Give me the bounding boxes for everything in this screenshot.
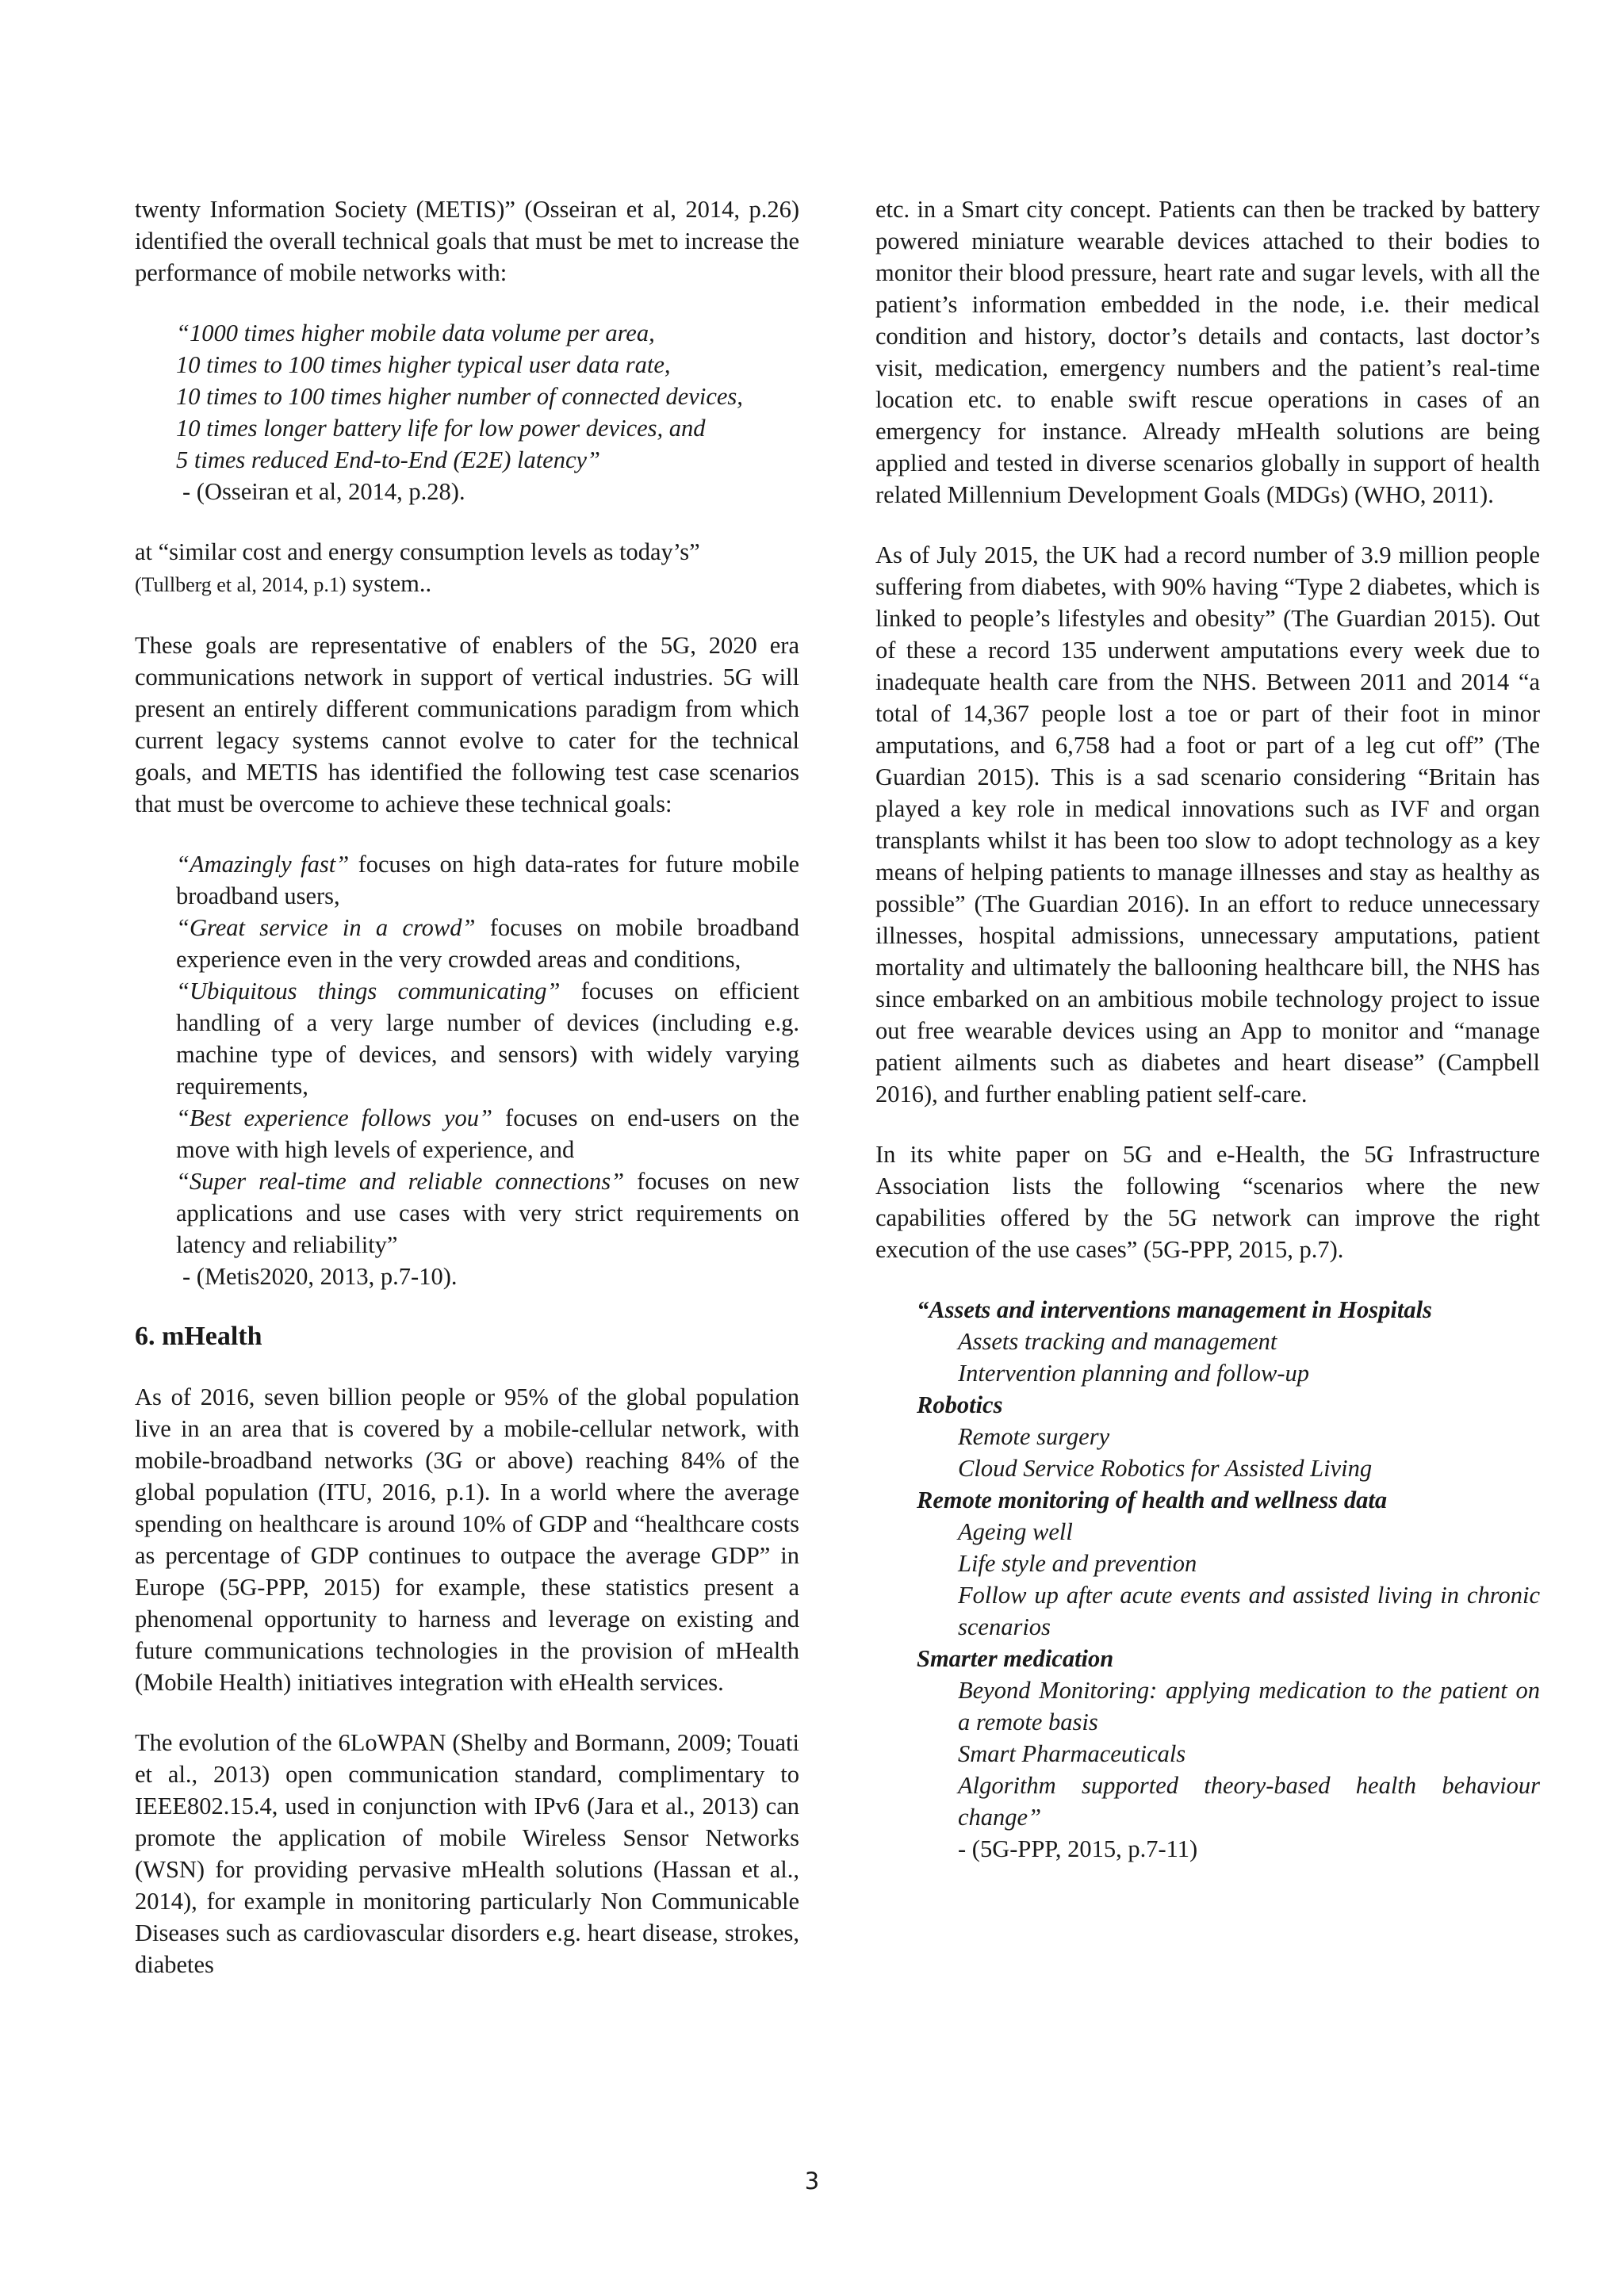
scenario-category: “Assets and interventions management in Hospitals — [917, 1296, 1432, 1323]
scenario-subitem: Assets tracking and management — [958, 1328, 1277, 1355]
right-column — [875, 193, 1540, 1865]
scenario-subitem: Intervention planning and follow-up — [958, 1360, 1310, 1387]
test-case-scenarios — [135, 848, 799, 1292]
cost-energy-end: system.. — [346, 570, 432, 597]
technical-goals-quote — [135, 317, 799, 507]
scenario-subitem: Follow up after acute events and assisted living in chronic scenarios — [958, 1582, 1540, 1640]
ehealth-scenarios-list — [875, 1294, 1540, 1865]
cost-energy-text: at “similar cost and energy consumption levels as today’s” — [135, 538, 700, 565]
scenario-subitem: Beyond Monitoring: applying medication to the patient on a remote basis — [958, 1677, 1540, 1735]
scenario-title: “Ubiquitous things communicating” — [176, 978, 561, 1004]
tullberg-citation: (Tullberg et al, 2014, p.1) — [135, 573, 347, 596]
goal-line: 10 times to 100 times higher typical user data rate, — [176, 351, 671, 378]
scenario-category: Robotics — [917, 1391, 1003, 1418]
scenario-title: “Great service in a crowd” — [176, 914, 476, 941]
scenario-item — [176, 1102, 799, 1165]
scenario-item — [176, 975, 799, 1102]
paragraph-metis-intro: twenty Information Society (METIS)” (Osseiran et al, 2014, p.26) identified the overall technical goals that must be met to increase the performance of mobile networks with: — [135, 196, 799, 286]
paragraph-5g-enablers: These goals are representative of enablers of the 5G, 2020 era communications network in support of vertical industries. 5G will present an entirely different communications paradigm from which current legacy systems cannot evolve to cater for the technical goals, and METIS has identified the following test case scenarios that must be overcome to achieve these technical goals: — [135, 632, 799, 817]
section-heading-mhealth: 6. mHealth — [135, 1322, 262, 1351]
page-number: 3 — [804, 2168, 820, 2195]
scenario-subitem: Cloud Service Robotics for Assisted Living — [958, 1455, 1373, 1482]
paragraph-global-coverage: As of 2016, seven billion people or 95% of the global population live in an area that is covered by a mobile-cellular network, with mobile-broadband networks (3G or above) reaching 84% of the global population (ITU, 2016, p.1). In a world where the average spending on healthcare is around 10% of GDP and “healthcare costs as percentage of GDP continues to outpace the average GDP” in Europe (5G-PPP, 2015) for example, these statistics present a phenomenal opportunity to harness and leverage on existing and future communications technologies in the provision of mHealth (Mobile Health) initiatives integration with eHealth services. — [135, 1383, 799, 1696]
scenario-item — [176, 848, 799, 912]
scenario-text: focuses on end-users on the move with high levels of experience, and — [176, 1104, 800, 1163]
scenario-text: focuses on efficient handling of a very large number of devices (including e.g. machine type of devices, and sensors) with widely varying requirements, — [176, 978, 799, 1100]
scenario-subitem: Algorithm supported theory-based health behaviour change” — [958, 1772, 1540, 1831]
scenarios-citation: - (Metis2020, 2013, p.7-10). — [182, 1263, 458, 1290]
goal-line: 10 times longer battery life for low power devices, and — [176, 415, 706, 442]
paragraph-uk-diabetes: As of July 2015, the UK had a record number of 3.9 million people suffering from diabetes, with 90% having “Type 2 diabetes, which is linked to people’s lifestyles and obesity” (The Guardian 2015). Out of these a record 135 underwent amputations every week due to inadequate health care from the NHS. Between 2011 and 2014 “a total of 14,367 people lost a toe or part of their foot in minor amputations, and 6,758 had a foot or part of a leg cut off” (The Guardian 2015). This is a sad scenario considering “Britain has played a key role in medical innovations such as IVF and organ transplants whilst it has been too slow to adopt technology as a key means of helping patients to manage illnesses and stay as healthy as possible” (The Guardian 2016). In an effort to reduce unnecessary illnesses, hospital admissions, unnecessary amputations, patient mortality and ultimately the ballooning healthcare bill, the NHS has since embarked on an ambitious mobile technology project to issue out free wearable devices using an App to monitor and “manage patient ailments such as diabetes and heart disease” (Campbell 2016), and further enabling patient self-care. — [875, 541, 1540, 1108]
paragraph-cost-energy — [135, 536, 799, 601]
goal-line: 10 times to 100 times higher number of connected devices, — [176, 383, 743, 410]
scenario-category: Remote monitoring of health and wellness data — [917, 1487, 1388, 1513]
scenario-subitem: Ageing well — [958, 1518, 1073, 1545]
scenario-subitem: Remote surgery — [958, 1423, 1110, 1450]
scenario-item — [176, 1165, 799, 1261]
scenario-title: “Best experience follows you” — [176, 1104, 492, 1131]
goals-citation: - (Osseiran et al, 2014, p.28). — [182, 478, 465, 505]
goal-line: “1000 times higher mobile data volume per area, — [176, 320, 655, 346]
goal-line: 5 times reduced End-to-End (E2E) latency” — [176, 446, 601, 473]
paragraph-5g-ehealth: In its white paper on 5G and e-Health, the 5G Infrastructure Association lists the following “scenarios where the new capabilities offered by the 5G network can improve the right execution of the use cases” (5G-PPP, 2015, p.7). — [875, 1141, 1540, 1263]
paragraph-6lowpan: The evolution of the 6LoWPAN (Shelby and Bormann, 2009; Touati et al., 2013) open communication standard, complimentary to IEEE802.15.4, used in conjunction with IPv6 (Jara et al., 2013) can promote the application of mobile Wireless Sensor Networks (WSN) for providing pervasive mHealth solutions (Hassan et al., 2014), for example in monitoring particularly Non Communicable Diseases such as cardiovascular disorders e.g. heart disease, strokes, diabetes — [135, 1729, 799, 1978]
scenario-subitem: Smart Pharmaceuticals — [958, 1740, 1186, 1767]
scenario-title: “Amazingly fast” — [176, 851, 350, 878]
scenario-title: “Super real-time and reliable connections” — [176, 1168, 625, 1195]
paragraph-smart-city: etc. in a Smart city concept. Patients can then be tracked by battery powered miniature wearable devices attached to their bodies to monitor their blood pressure, heart rate and sugar levels, with all the patient’s information embedded in the node, i.e. their medical condition and history, doctor’s details and contacts, last doctor’s visit, medication, emergency numbers and the patient’s real-time location etc. to enable swift rescue operations in cases of an emergency for instance. Already mHealth solutions are being applied and tested in diverse scenarios globally in support of health related Millennium Development Goals (MDGs) (WHO, 2011). — [875, 196, 1540, 508]
left-column — [135, 193, 799, 1980]
scenario-text: focuses on high data-rates for future mobile broadband users, — [176, 851, 799, 909]
scenario-subitem: Life style and prevention — [958, 1550, 1197, 1577]
ehealth-citation: - (5G-PPP, 2015, p.7-11) — [958, 1835, 1198, 1862]
scenario-text: focuses on mobile broadband experience even in the very crowded areas and conditions, — [176, 914, 799, 973]
scenario-text: focuses on new applications and use cases with very strict requirements on latency and reliability” — [176, 1168, 799, 1258]
scenario-item — [176, 912, 799, 975]
scenario-category: Smarter medication — [917, 1645, 1114, 1672]
